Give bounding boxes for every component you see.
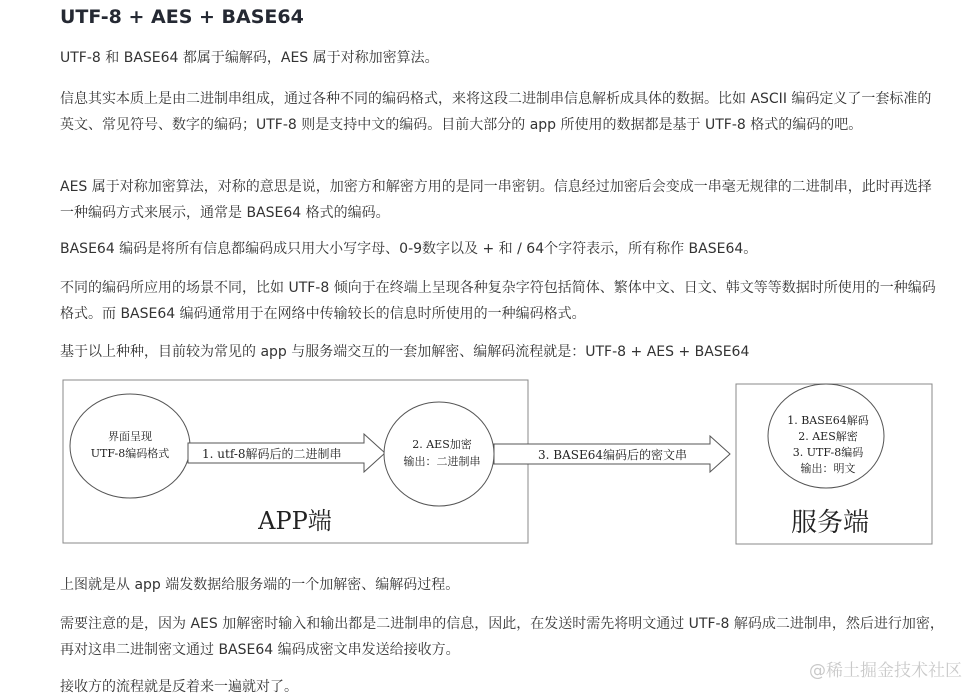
- circle2-line1: 2. AES加密: [412, 438, 472, 451]
- aes-encrypt-circle: [384, 402, 494, 506]
- app-side-label: APP端: [258, 507, 332, 535]
- site-watermark: @稀土掘金技术社区: [809, 661, 962, 681]
- server-side-label: 服务端: [790, 508, 870, 538]
- server-step-3: 3. UTF-8编码: [792, 446, 864, 459]
- paragraph-9: 接收方的流程就是反着来一遍就对了。: [60, 679, 298, 695]
- encryption-flow-diagram: [62, 376, 934, 548]
- server-step-2: 2. AES解密: [798, 430, 858, 443]
- circle1-line1: 界面呈现: [108, 430, 152, 443]
- arrow1-label: 1. utf-8解码后的二进制串: [202, 447, 342, 461]
- ui-display-circle: [70, 394, 190, 498]
- paragraph-2: 信息其实本质上是由二进制串组成，通过各种不同的编码格式，来将这段二进制串信息解析成具体的数据。比如 ASCII 编码定义了一套标准的英文、常见符号、数字的编码；UTF-8 则是支持中文的编码。目前大部分的 app 所使用的数据都是基于 UTF-8 格式的编码的吧。: [60, 91, 932, 133]
- paragraph-6: 基于以上种种，目前较为常见的 app 与服务端交互的一套加解密、编解码流程就是：UTF-8 + AES + BASE64: [60, 344, 750, 360]
- circle2-line2: 输出：二进制串: [403, 455, 481, 468]
- server-step-1: 1. BASE64解码: [787, 414, 869, 427]
- paragraph-5: 不同的编码所应用的场景不同，比如 UTF-8 倾向于在终端上呈现各种复杂字符包括简体、繁体中文、日文、韩文等等数据时所使用的一种编码格式。而 BASE64 编码通常用于在网络中传输较长的信息时所使用的一种编码格式。: [60, 280, 936, 322]
- paragraph-3: AES 属于对称加密算法，对称的意思是说，加密方和解密方用的是同一串密钥。信息经过加密后会变成一串毫无规律的二进制串，此时再选择一种编码方式来展示，通常是 BASE64 格式的编码。: [60, 179, 932, 221]
- article-title: UTF-8 + AES + BASE64: [60, 6, 304, 28]
- paragraph-4: BASE64 编码是将所有信息都编码成只用大小写字母、0-9数字以及 + 和 / 64个字符表示，所有称作 BASE64。: [60, 241, 758, 257]
- paragraph-7: 上图就是从 app 端发数据给服务端的一个加解密、编解码过程。: [60, 577, 460, 593]
- circle1-line2: UTF-8编码格式: [90, 447, 170, 460]
- arrow2-label: 3. BASE64编码后的密文串: [538, 448, 687, 462]
- paragraph-8: 需要注意的是，因为 AES 加解密时输入和输出都是二进制串的信息，因此，在发送时需先将明文通过 UTF-8 解码成二进制串，然后进行加密，再对这串二进制密文通过 BASE64 编码成密文串发送给接收方。: [60, 616, 944, 658]
- paragraph-1: UTF-8 和 BASE64 都属于编解码，AES 属于对称加密算法。: [60, 50, 439, 66]
- server-step-4: 输出：明文: [800, 462, 856, 475]
